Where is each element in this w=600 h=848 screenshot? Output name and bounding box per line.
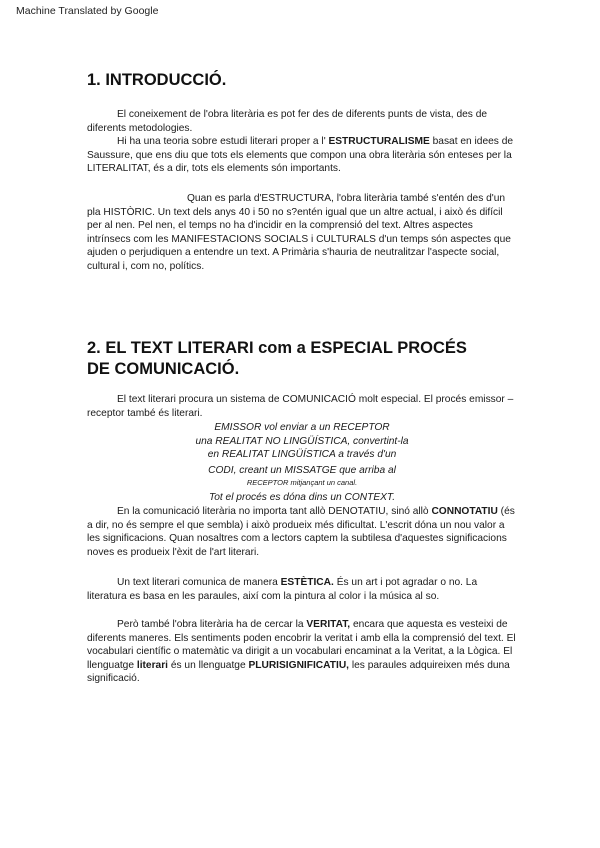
scheme-line: RECEPTOR mitjançant un canal. bbox=[246, 478, 358, 487]
keyword-literari: literari bbox=[136, 659, 169, 671]
section-1-paragraph-1: El coneixement de l'obra literària es pot fer des de diferents punts de vista, des de diferents metodologies. bbox=[87, 109, 488, 134]
keyword-estetica: ESTÈTICA. bbox=[280, 577, 334, 588]
communication-scheme bbox=[87, 421, 517, 505]
keyword-connotatiu: CONNOTATIU bbox=[431, 506, 498, 517]
scheme-line: Tot el procés es dóna dins un CONTEXT. bbox=[208, 492, 396, 503]
section-1-paragraph-2: Hi ha una teoria sobre estudi literari proper a l' ESTRUCTURALISME basat en idees de Saussure, que ens diu que tots els elements que compon una obra literària són enteses per la LITERALITAT, és a dir, tots els elements són importants. bbox=[87, 136, 514, 174]
section-2-paragraph-3: Un text literari comunica de manera ESTÈTICA. És un art i pot agradar o no. La literatura es basa en les paraules, així com la pintura al color i la música al so. bbox=[87, 577, 478, 602]
scheme-line: EMISSOR vol enviar a un RECEPTOR bbox=[214, 422, 390, 433]
section-2-paragraph-2: En la comunicació literària no importa tant allò DENOTATIU, sinó allò CONNOTATIU (és a dir, no és sempre el que sembla) i això produeix més dificultat. L'escrit dóna un nou valor a les significacions. Quan nosaltres com a lectors captem la subtilesa d'aquestes significacions noves es produeix l'èxit de l'art literari. bbox=[87, 506, 515, 558]
section-1-paragraph-3: Quan es parla d'ESTRUCTURA, l'obra literària també s'entén des d'un pla HISTÒRIC. Un text dels anys 40 i 50 no s?entén igual que un altre actual, i això és difícil per al nen. Pel nen, el temps no ha d'incidir en la comprensió del text. Altres aspectes intrínsecs com les MANIFESTACIONS SOCIALS i CULTURALS d'un temps són aspectes que ajuden o perjudiquen a entendre un text. A Primària s'hauria de neutralitzar l'aspecte social, cultural i, com no, polítics. bbox=[87, 193, 511, 272]
section-1-title: 1. INTRODUCCIÓ. bbox=[87, 71, 227, 89]
section-2-title: 2. EL TEXT LITERARI com a ESPECIAL PROCÉS DE COMUNICACIÓ. bbox=[87, 339, 467, 378]
keyword-veritat: VERITAT, bbox=[306, 619, 351, 630]
scheme-line: en REALITAT LINGÜÍSTICA a través d'un bbox=[207, 449, 397, 460]
keyword-estructuralisme: ESTRUCTURALISME bbox=[328, 136, 430, 147]
machine-translation-banner: Machine Translated by Google bbox=[16, 5, 159, 17]
scheme-line: CODI, creant un MISSATGE que arriba al bbox=[208, 464, 396, 476]
section-2-paragraph-4: Però també l'obra literària ha de cercar la VERITAT, encara que aquesta es vesteixi de diferents maneres. Els sentiments poden encobrir la veritat i amb ella la comprensió del text. El vocabulari científic o matemàtic va dirigit a un vocabulari encaminat a la Veritat, a la Lògica. El llenguatge literari és un llenguatge PLURISIGNIFICATIU, les paraules adquireixen més duna significació. bbox=[87, 619, 516, 684]
scheme-line: una REALITAT NO LINGÜÍSTICA, convertint-la bbox=[195, 435, 409, 447]
keyword-plurisignificatiu: PLURISIGNIFICATIU, bbox=[248, 659, 350, 671]
section-2-paragraph-1: El text literari procura un sistema de COMUNICACIÓ molt especial. El procés emissor – receptor també és literari. bbox=[87, 394, 514, 419]
